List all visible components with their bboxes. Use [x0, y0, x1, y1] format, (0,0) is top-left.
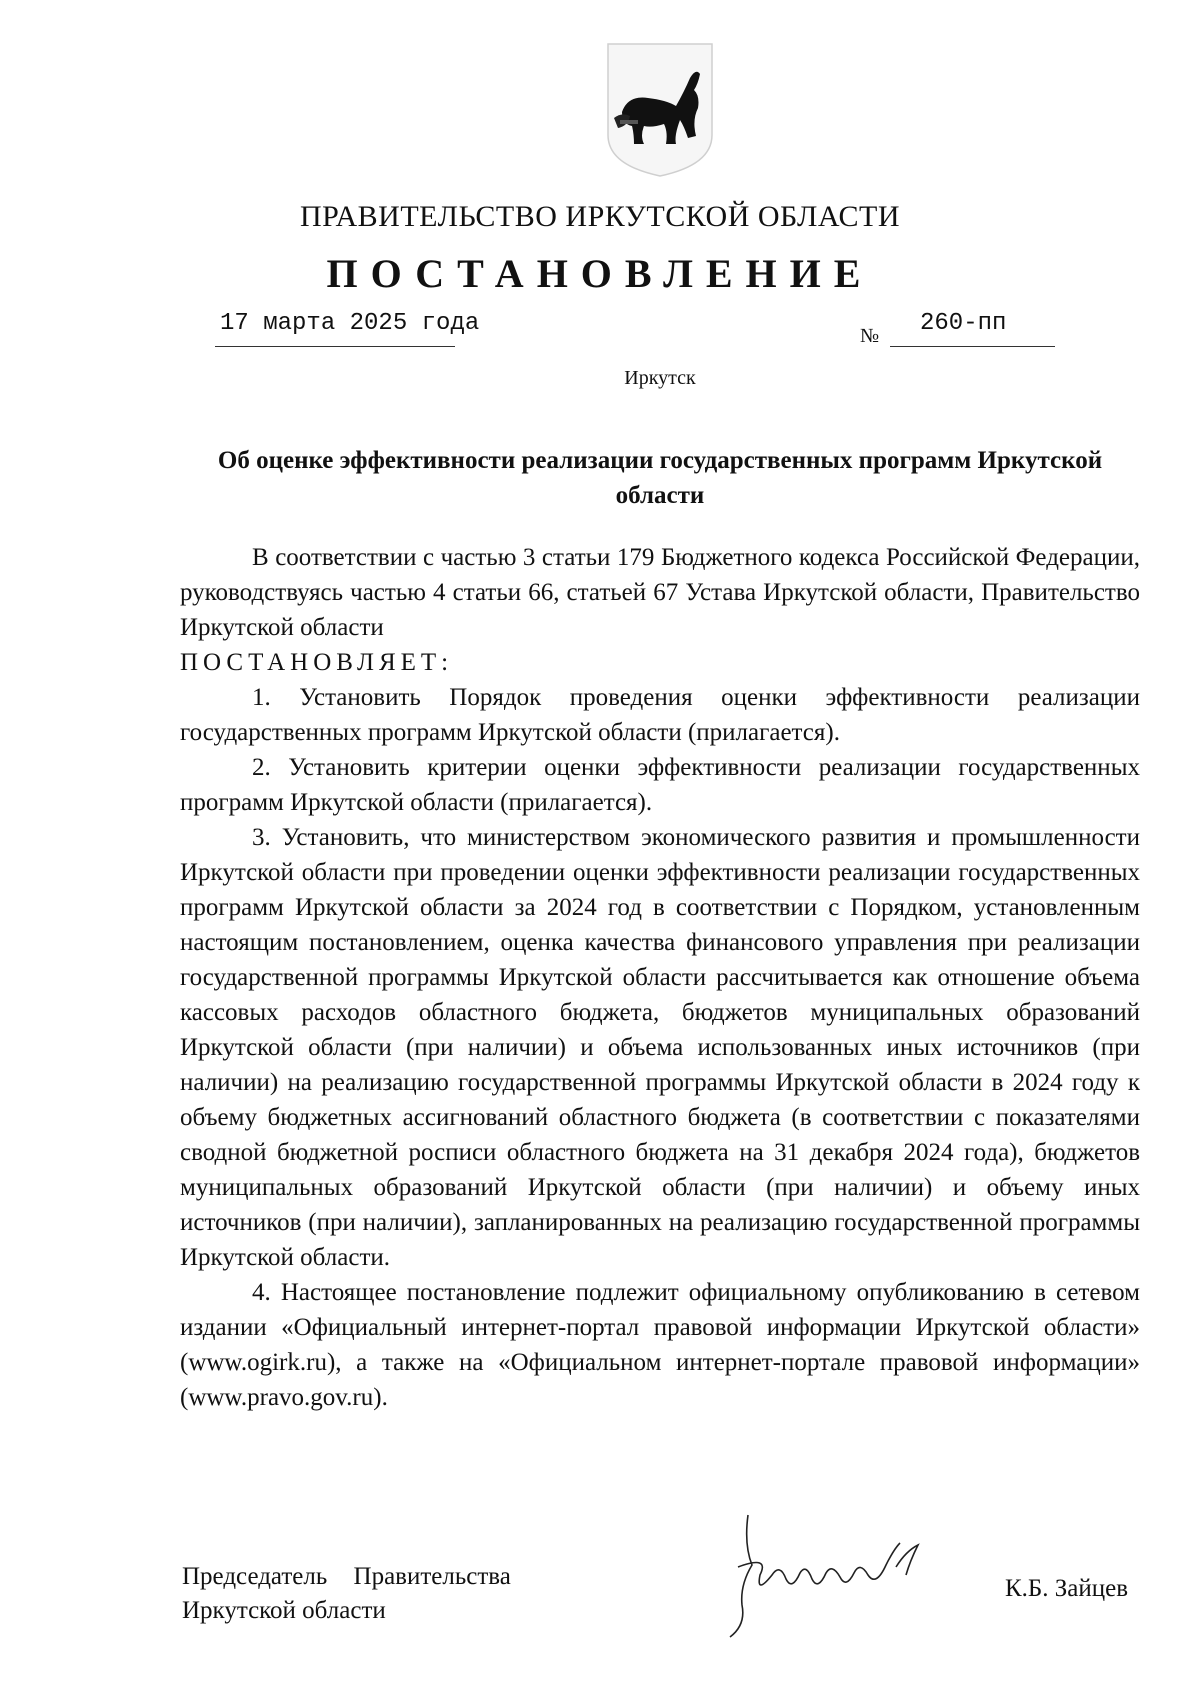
handwritten-signature — [700, 1505, 970, 1645]
item-2-paragraph: 2. Установить критерии оценки эффективности реализации государственных программ Иркутской области (прилагается). — [180, 754, 1140, 816]
signatory-name: К.Б. Зайцев — [1005, 1575, 1129, 1602]
document-type: ПОСТАНОВЛЕНИЕ — [326, 251, 874, 296]
document-heading: Об оценке эффективности реализации государственных программ Иркутской области — [217, 447, 1103, 509]
document-number: 260-пп — [920, 310, 1007, 337]
government-title: ПРАВИТЕЛЬСТВО ИРКУТСКОЙ ОБЛАСТИ — [299, 200, 901, 233]
city-name: Иркутск — [624, 367, 696, 389]
item-4-paragraph: 4. Настоящее постановление подлежит официальному опубликованию в сетевом издании «Официальный интернет-портал правовой информации Иркутской области» (www.ogirk.ru), а также на «Официальном интернет-портале правовой информации» (www.pravo.gov.ru). — [180, 1279, 1140, 1411]
document-body — [180, 540, 1140, 1415]
number-sign: № — [860, 325, 880, 347]
resolves-line: ПОСТАНОВЛЯЕТ: — [180, 649, 454, 676]
position-line-2: Иркутской области — [182, 1597, 386, 1624]
coat-of-arms-icon — [600, 40, 720, 180]
position-line-1: Председатель Правительства — [182, 1563, 511, 1590]
document-date: 17 марта 2025 года — [220, 310, 480, 337]
preamble-paragraph: В соответствии с частью 3 статьи 179 Бюджетного кодекса Российской Федерации, руководствуясь частью 4 статьи 66, статьей 67 Устава Иркутской области, Правительство Иркутской области — [180, 544, 1140, 641]
signatory-position — [182, 1560, 511, 1628]
item-3-paragraph: 3. Установить, что министерством экономического развития и промышленности Иркутской области при проведении оценки эффективности реализации государственных программ Иркутской области за 2024 год в соответствии с Порядком, установленным настоящим постановлением, оценка качества финансового управления при реализации государственной программы Иркутской области рассчитывается как отношение объема кассовых расходов областного бюджета, бюджетов муниципальных образований Иркутской области (при наличии) и объема использованных иных источников (при наличии) на реализацию государственной программы Иркутской области в 2024 году к объему бюджетных ассигнований областного бюджета (в соответствии с показателями сводной бюджетной росписи областного бюджета на 31 декабря 2024 года), бюджетов муниципальных образований Иркутской области (при наличии) и объему иных источников (при наличии), запланированных на реализацию государственной программы Иркутской области. — [180, 824, 1140, 1271]
item-1-paragraph: 1. Установить Порядок проведения оценки эффективности реализации государственных программ Иркутской области (прилагается). — [180, 684, 1140, 746]
